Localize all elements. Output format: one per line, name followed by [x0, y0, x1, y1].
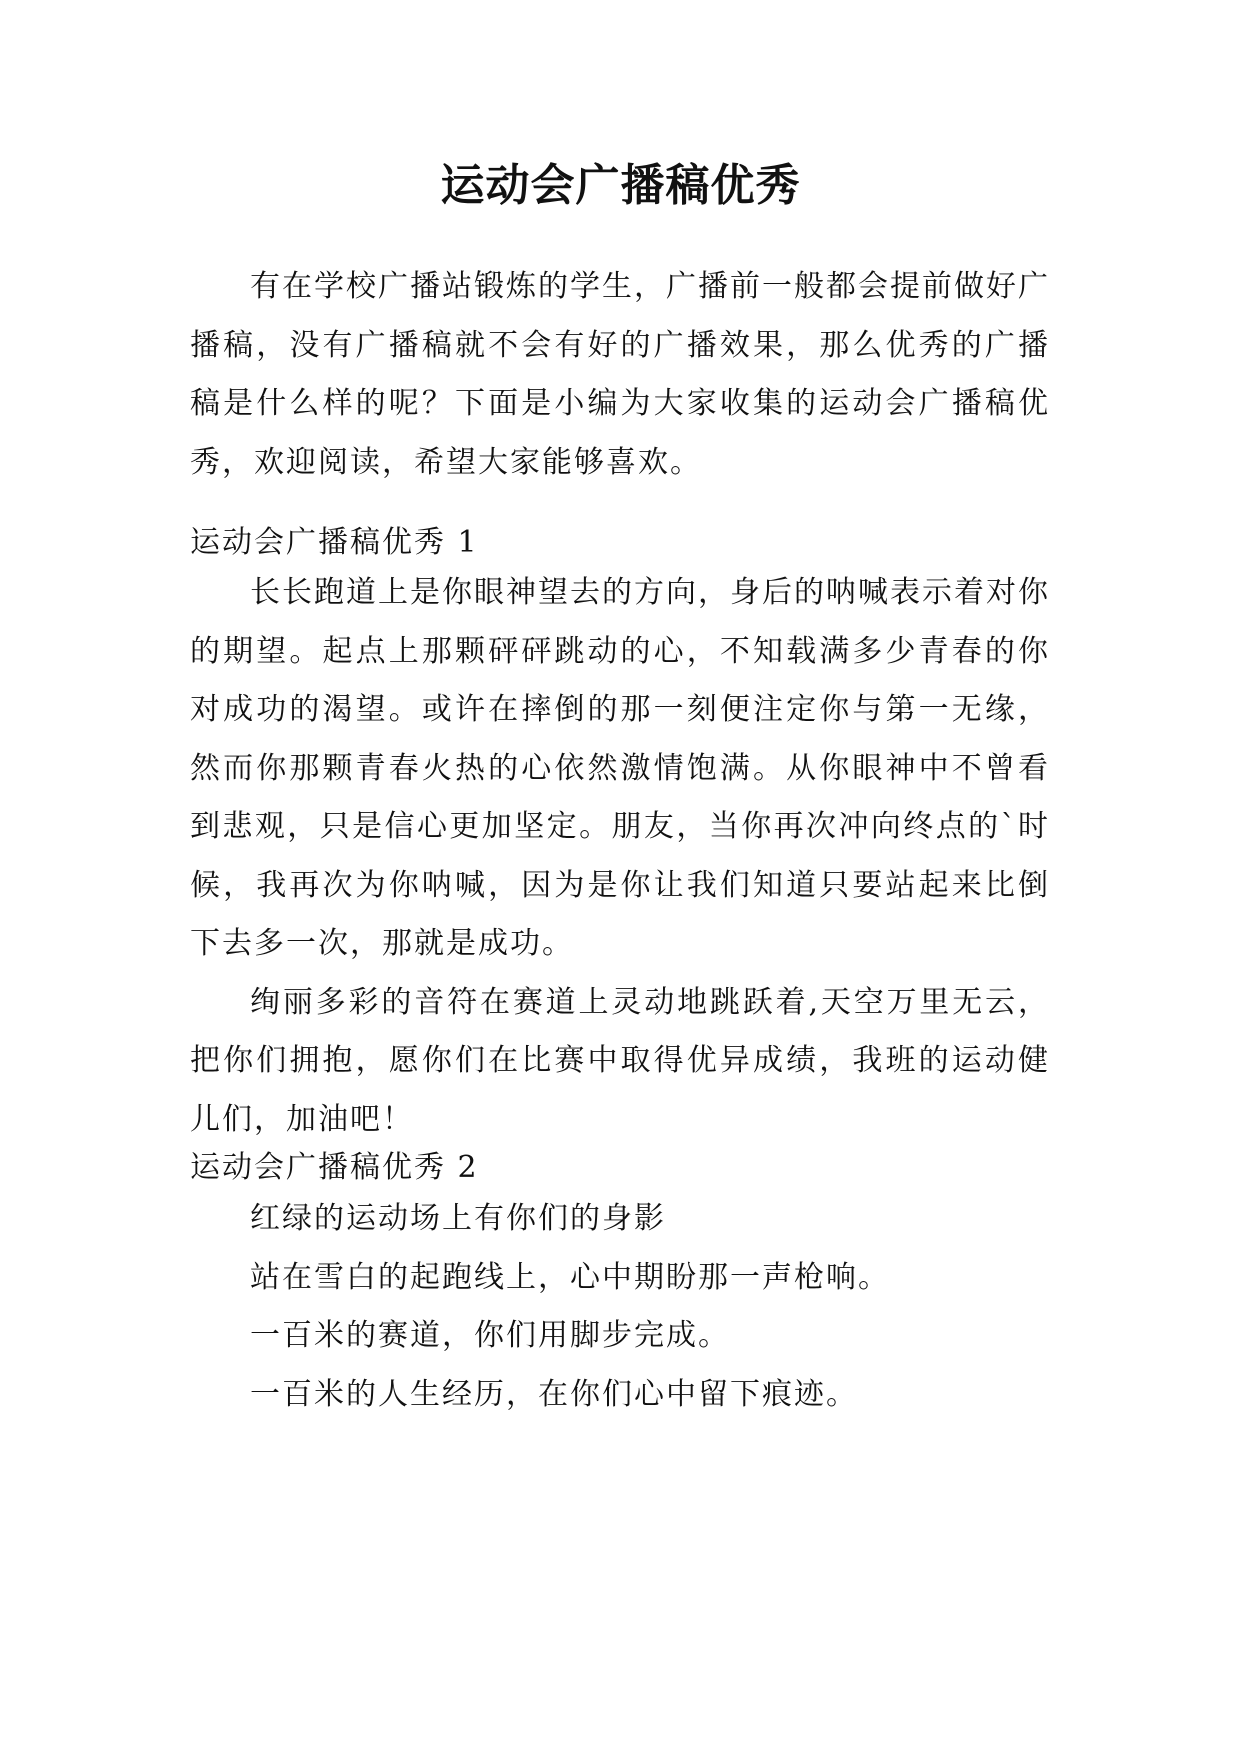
section-1-paragraph-2: 绚丽多彩的音符在赛道上灵动地跳跃着,天空万里无云，把你们拥抱，愿你们在比赛中取得优异成绩，我班的运动健儿们，加油吧！ [190, 984, 1050, 1137]
intro-paragraph: 有在学校广播站锻炼的学生，广播前一般都会提前做好广播稿，没有广播稿就不会有好的广播效果，那么优秀的广播稿是什么样的呢？下面是小编为大家收集的运动会广播稿优秀，欢迎阅读，希望大家能够喜欢。 [190, 269, 1050, 480]
section-1-body [190, 564, 1050, 1149]
section-1-paragraph-1: 长长跑道上是你眼神望去的方向，身后的呐喊表示着对你的期望。起点上那颗砰砰跳动的心，不知载满多少青春的你对成功的渴望。或许在摔倒的那一刻便注定你与第一无缘，然而你那颗青春火热的心依然激情饱满。从你眼神中不曾看到悲观，只是信心更加坚定。朋友，当你再次冲向终点的`时候，我再次为你呐喊，因为是你让我们知道只要站起来比倒下去多一次，那就是成功。 [190, 575, 1050, 961]
poem-line: 一百米的赛道，你们用脚步完成。 [250, 1318, 730, 1353]
section-2-heading: 运动会广播稿优秀 2 [190, 1150, 479, 1185]
poem-line: 站在雪白的起跑线上，心中期盼那一声枪响。 [250, 1259, 890, 1295]
poem-line: 红绿的运动场上有你们的身影 [250, 1201, 666, 1236]
document-title: 运动会广播稿优秀 [440, 160, 801, 211]
poem-line: 一百米的人生经历，在你们心中留下痕迹。 [250, 1376, 858, 1412]
intro-block [190, 258, 1050, 492]
section-1-heading: 运动会广播稿优秀 1 [190, 525, 479, 560]
section-2-poem [190, 1190, 1050, 1424]
